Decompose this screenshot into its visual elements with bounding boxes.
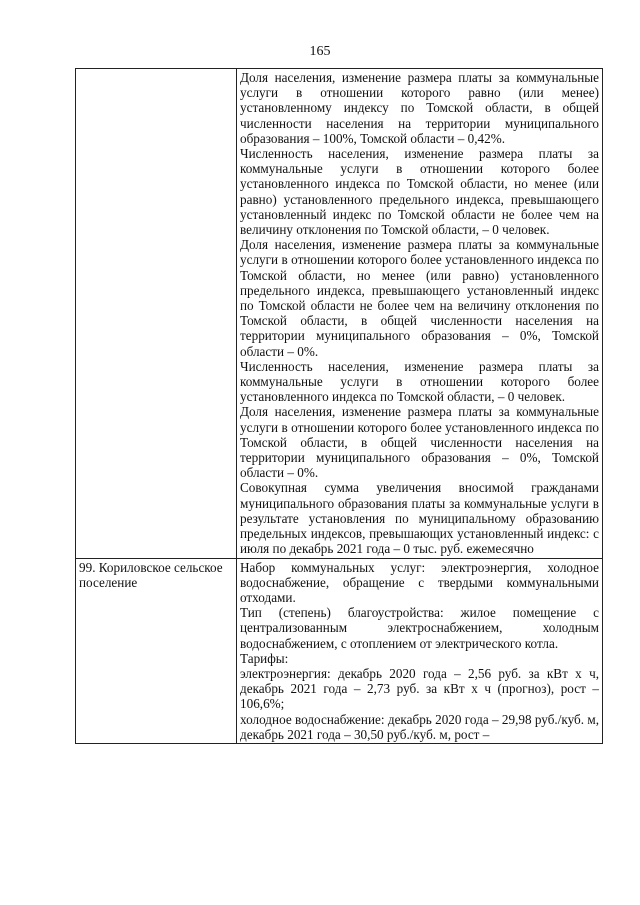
paragraph: Набор коммунальных услуг: электроэнергия, холодное водоснабжение, обращение с твердыми коммунальными отходами. (240, 559, 599, 605)
paragraph: Тип (степень) благоустройства: жилое помещение с централизованным электроснабжением, холодным водоснабжением, с отоплением от электрического котла. (240, 605, 599, 651)
indicators-table (75, 68, 603, 744)
paragraph: Тарифы: (240, 650, 289, 666)
paragraph: Доля населения, изменение размера платы за коммунальные услуги в отношении которого равно (или менее) установленному индексу по Томской области, в общей численности населения на территории муниципального образования – 100%, Томской области – 0,42%. (240, 70, 599, 146)
municipality-name: 99. Кориловское сельское поселение (79, 559, 223, 590)
municipality-cell (76, 69, 237, 559)
table-row (76, 69, 603, 559)
paragraph: Доля населения, изменение размера платы за коммунальные услуги в отношении которого более установленного индекса по Томской области, но менее (или равно) установленного предельного индекса, превышающего установленный индекс по Томской области не более чем на величину отклонения по Томской области, в общей численности населения на территории муниципального образования – 0%, Томской области – 0%. (240, 237, 599, 359)
page-number: 165 (309, 44, 331, 59)
indicators-cell (237, 558, 603, 743)
paragraph: Численность населения, изменение размера платы за коммунальные услуги в отношении которого более установленного индекса по Томской области, но менее (или равно) установленного предельного индекса, превышающего установленный индекс по Томской области не более чем на величину отклонения по Томской области, – 0 человек. (240, 146, 599, 238)
paragraph: холодное водоснабжение: декабрь 2020 года – 29,98 руб./куб. м, декабрь 2021 года – 30,50 руб./куб. м, рост – (240, 711, 599, 742)
paragraph: Численность населения, изменение размера платы за коммунальные услуги в отношении которого более установленного индекса по Томской области, – 0 человек. (240, 358, 599, 405)
paragraph: Совокупная сумма увеличения вносимой гражданами муниципального образования платы за коммунальные услуги в результате установления по муниципальному образованию предельных индексов, превышающих установленный индекс: с июля по декабрь 2021 года – 0 тыс. руб. ежемесячно (240, 480, 599, 557)
table-row (76, 558, 603, 743)
paragraph: Доля населения, изменение размера платы за коммунальные услуги в отношении которого более установленного индекса по Томской области, в общей численности населения на территории муниципального образования – 0%, Томской области – 0%. (240, 404, 599, 481)
municipality-cell (76, 558, 237, 743)
indicators-cell (237, 69, 603, 559)
paragraph: электроэнергия: декабрь 2020 года – 2,56 руб. за кВт х ч, декабрь 2021 года – 2,73 руб. за кВт х ч (прогноз), рост – 106,6%; (240, 665, 599, 712)
